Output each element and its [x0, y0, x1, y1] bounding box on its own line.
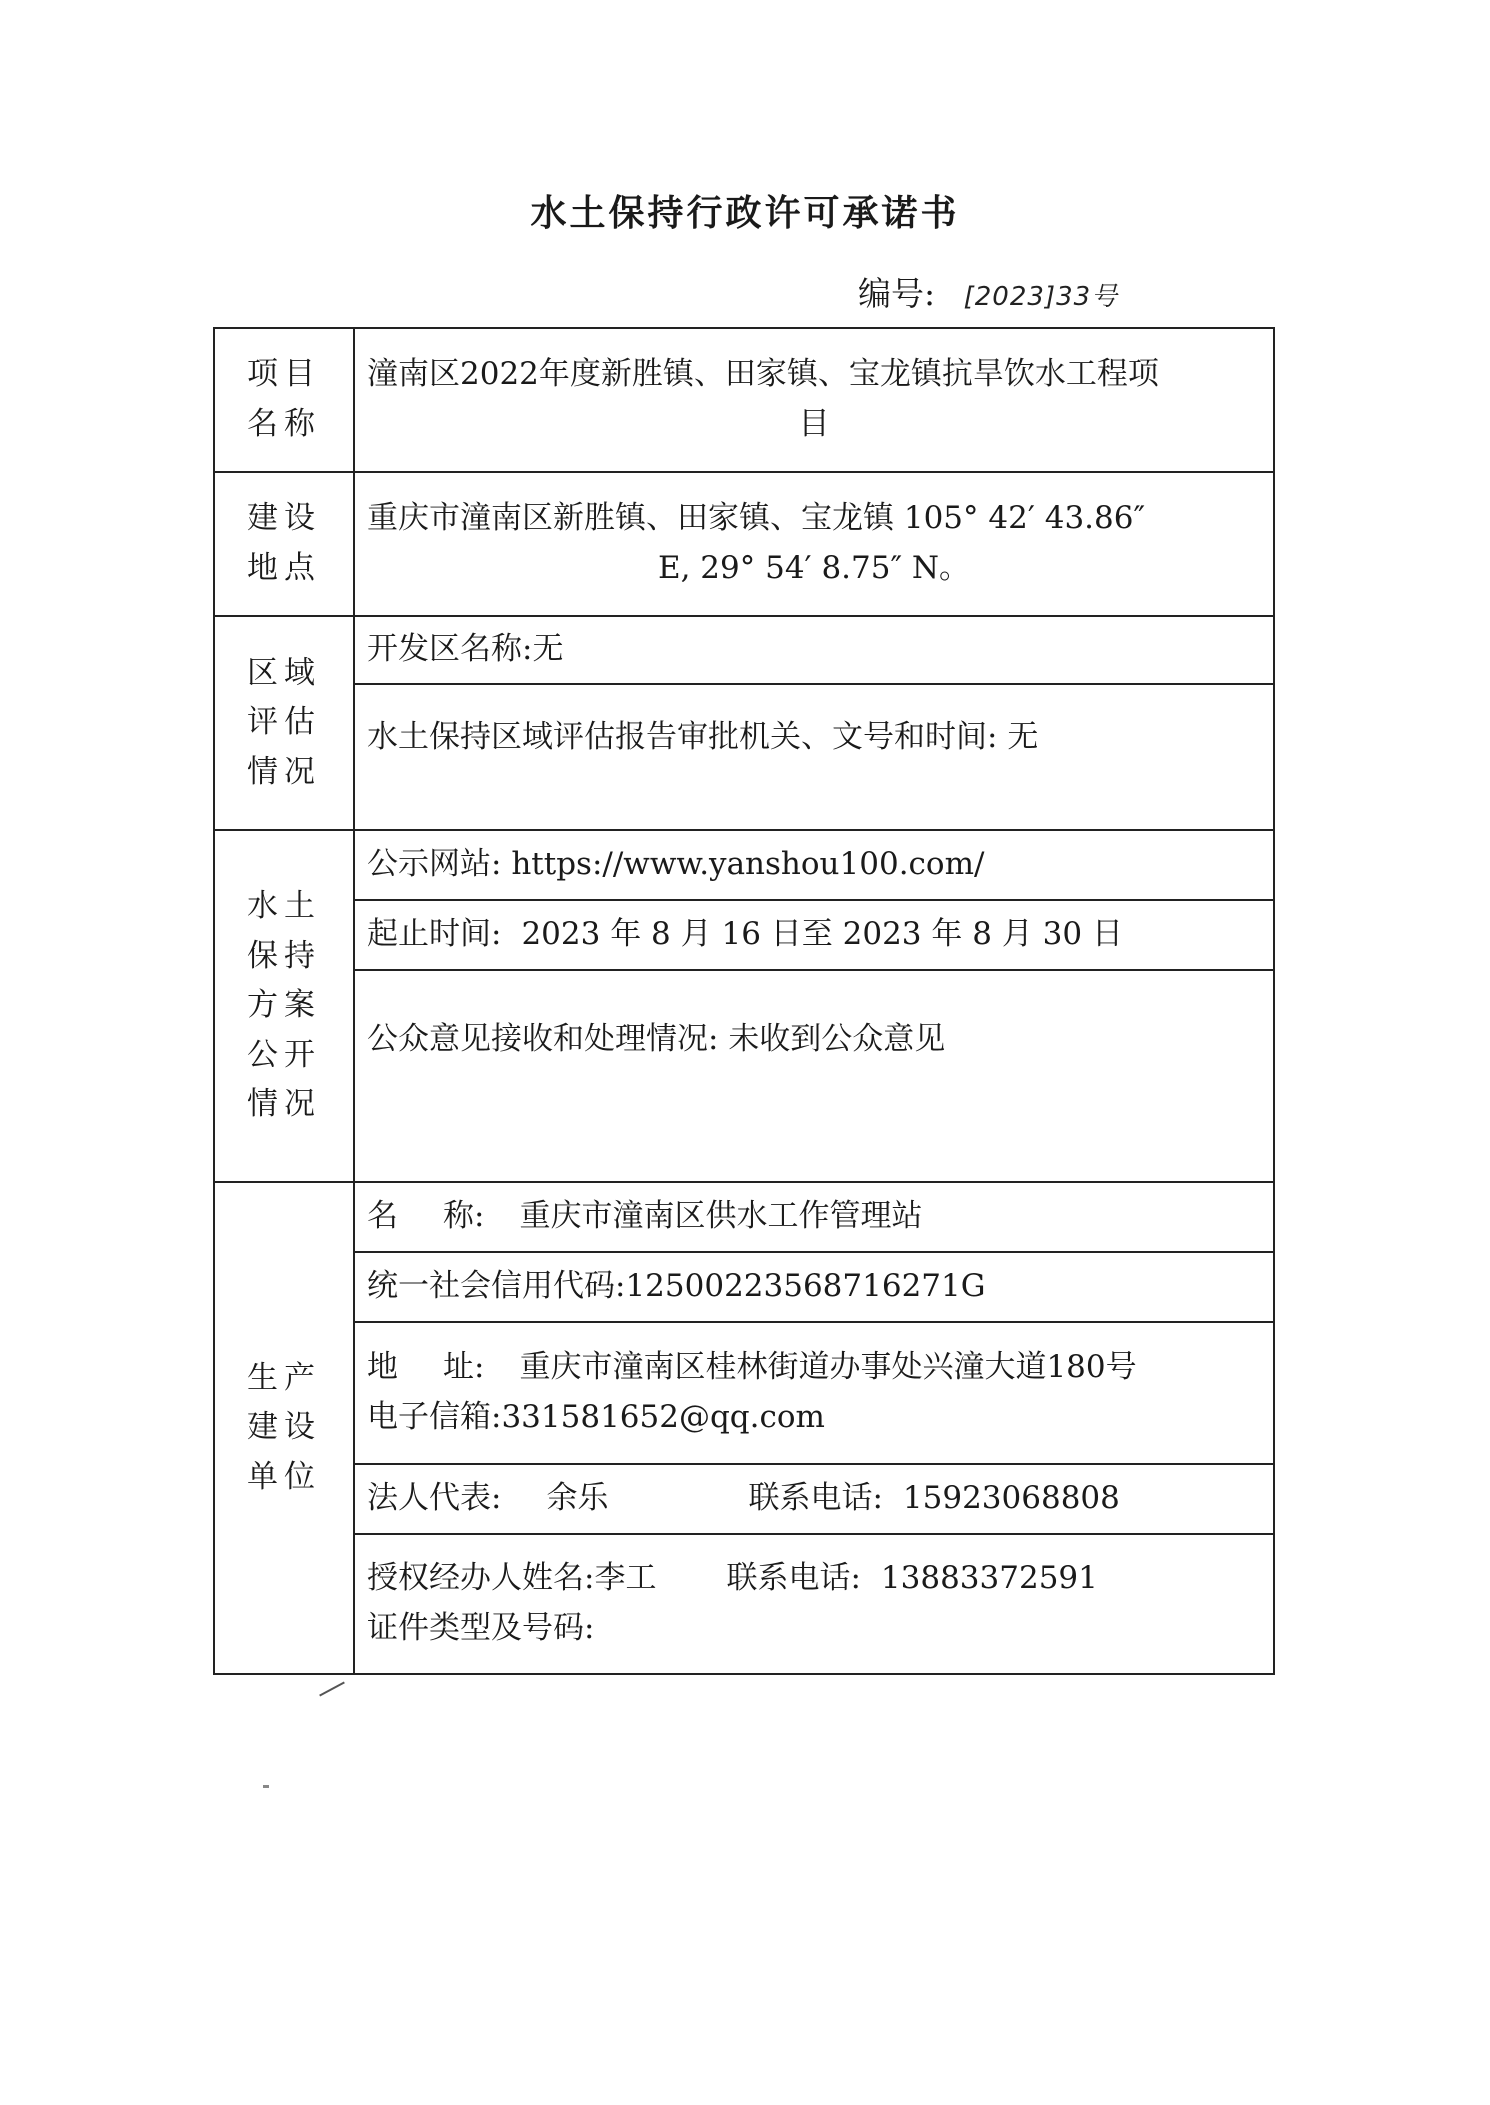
- row-credit-code: [214, 1252, 1274, 1322]
- address-value: 重庆市潼南区桂林街道办事处兴潼大道180号: [519, 1349, 1137, 1386]
- agent-field: [354, 1534, 1274, 1674]
- email-line: 电子信箱:331581652@qq.com: [367, 1399, 825, 1435]
- legal-phone: 15923068808: [902, 1480, 1120, 1517]
- website-field: [354, 830, 1274, 900]
- row-period: [214, 900, 1274, 970]
- credit-value: 12500223568716271G: [625, 1268, 986, 1305]
- project-name-value: 潼南区2022年度新胜镇、田家镇、宝龙镇抗旱饮水工程项 目: [354, 328, 1274, 472]
- number-label: 编号:: [858, 274, 936, 313]
- head-disclosure: 水土 保持 方案 公开 情况: [214, 830, 354, 1182]
- period-field: [354, 900, 1274, 970]
- region-report-field: [354, 684, 1274, 830]
- agent-value: 李工: [594, 1560, 657, 1597]
- unit-name-value: 重庆市潼南区供水工作管理站: [519, 1198, 923, 1235]
- feedback-value: 未收到公众意见: [728, 1021, 946, 1057]
- commitment-form-table: [213, 327, 1275, 1675]
- website-value: https://www.yanshou100.com/: [511, 846, 985, 883]
- page-title: 水土保持行政许可承诺书: [530, 192, 960, 234]
- agent-phone: 13883372591: [880, 1560, 1098, 1597]
- head-location: 建设 地点: [214, 472, 354, 616]
- zone-field: [354, 616, 1274, 684]
- number-handwritten: [2023]33号: [963, 282, 1119, 312]
- row-location: [214, 472, 1274, 616]
- zone-value: 无: [532, 631, 564, 668]
- credit-code-field: [354, 1252, 1274, 1322]
- head-project-name: 项目 名称: [214, 328, 354, 472]
- credit-label: 统一社会信用代码:: [367, 1268, 626, 1305]
- row-legal-rep: [214, 1464, 1274, 1534]
- location-value: 重庆市潼南区新胜镇、田家镇、宝龙镇 105° 42′ 43.86″ E, 29° 54′ 8.75″ N。: [354, 472, 1274, 616]
- head-region: 区域 评估 情况: [214, 616, 354, 830]
- zone-label: 开发区名称:: [367, 631, 533, 668]
- period-value: 2023 年 8 月 16 日至 2023 年 8 月 30 日: [521, 916, 1123, 953]
- address-line: 地 址: 重庆市潼南区桂林街道办事处兴潼大道180号: [367, 1349, 1137, 1386]
- id-line: 证件类型及号码:: [367, 1610, 595, 1646]
- head-unit: 生产 建设 单位: [214, 1182, 354, 1674]
- row-zone: [214, 616, 1274, 684]
- period-label: 起止时间:: [367, 916, 502, 953]
- feedback-field: [354, 970, 1274, 1182]
- legal-value: 余乐: [546, 1480, 609, 1517]
- row-agent: [214, 1534, 1274, 1674]
- scan-mark: [319, 1682, 345, 1697]
- unit-name-field: 名 称: 重庆市潼南区供水工作管理站: [354, 1182, 1274, 1252]
- scan-speck: [263, 1785, 269, 1788]
- region-report-label: 水土保持区域评估报告审批机关、文号和时间:: [367, 719, 998, 755]
- row-project-name: [214, 328, 1274, 472]
- address-email-field: [354, 1322, 1274, 1464]
- row-website: [214, 830, 1274, 900]
- agent-line: 授权经办人姓名:李工 联系电话: 13883372591: [367, 1560, 1098, 1597]
- row-address-email: [214, 1322, 1274, 1464]
- feedback-label: 公众意见接收和处理情况:: [367, 1021, 719, 1057]
- email-value: 331581652@qq.com: [501, 1399, 825, 1435]
- row-unit-name: [214, 1182, 1274, 1252]
- document-number: [858, 268, 1118, 315]
- row-region-report: [214, 684, 1274, 830]
- row-feedback: [214, 970, 1274, 1182]
- website-label: 公示网站:: [367, 846, 502, 883]
- legal-rep-field: 法人代表: 余乐 联系电话: 15923068808: [354, 1464, 1274, 1534]
- region-report-value: 无: [1007, 719, 1039, 755]
